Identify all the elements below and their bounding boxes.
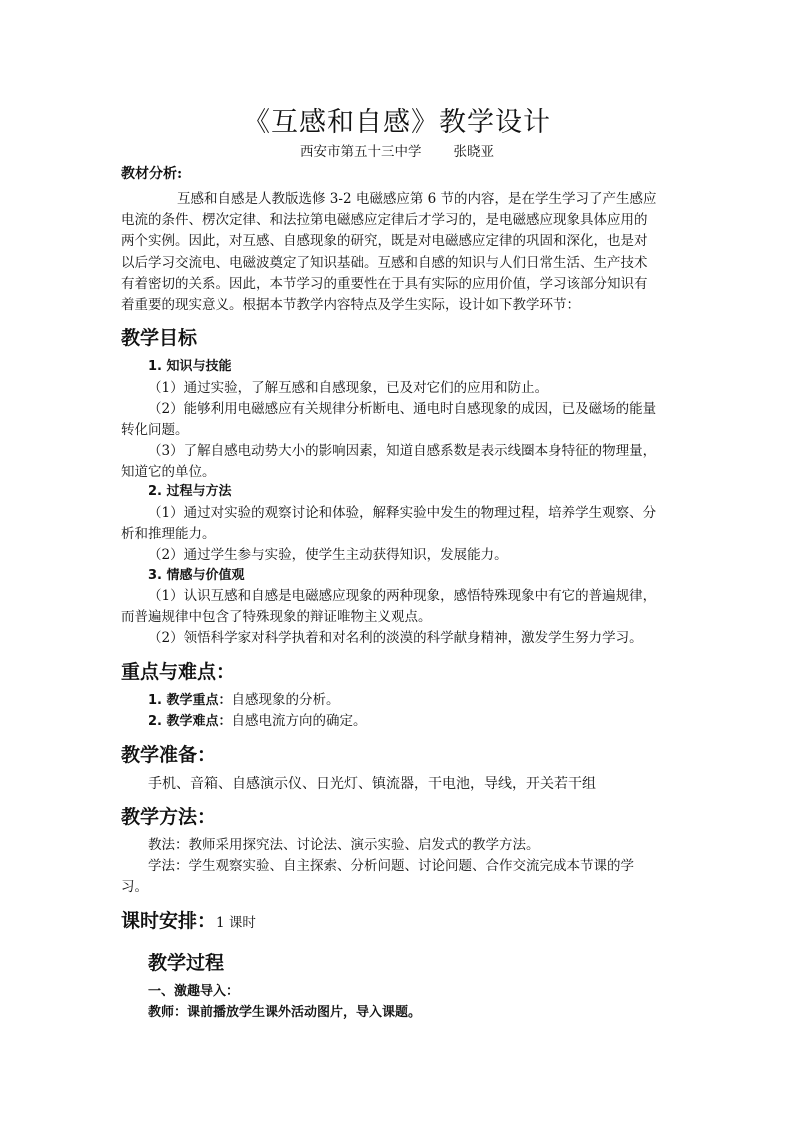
analysis-line: 电流的条件、楞次定律、和法拉第电磁感应定律后才学习的，是电磁感应现象具体应用的: [121, 212, 648, 228]
difficult-point-text: 自感电流方向的确定。: [231, 713, 367, 729]
preparation-text: 手机、音箱、自感演示仪、日光灯、镇流器，干电池，导线，开关若干组: [148, 776, 596, 792]
difficult-point-line: [148, 711, 367, 732]
goals-subheading-process: 2. 过程与方法: [148, 484, 232, 499]
author-school: 西安市第五十三中学: [300, 144, 422, 160]
goal-line: 知道它的单位。: [121, 464, 216, 480]
goal-line: 转化问题。: [121, 422, 189, 438]
goal-line: （1）通过对实验的观察讨论和体验，解释实验中发生的物理过程，培养学生观察、分: [148, 505, 657, 521]
analysis-heading: 教材分析:: [121, 166, 183, 182]
goals-subheading-values: 3. 情感与价值观: [148, 568, 245, 583]
document-title: 《互感和自感》教学设计: [243, 107, 551, 138]
key-points-heading: 重点与难点：: [121, 661, 236, 683]
goal-line: （2）领悟科学家对科学执着和对名利的淡漠的科学献身精神，激发学生努力学习。: [148, 630, 643, 646]
goal-line: （2）通过学生参与实验，使学生主动获得知识，发展能力。: [148, 547, 508, 563]
goal-line: 析和推理能力。: [121, 526, 216, 542]
key-point-text: 自感现象的分析。: [231, 692, 340, 708]
goal-line: 而普遍规律中包含了特殊现象的辩证唯物主义观点。: [121, 609, 432, 625]
analysis-line: 着重要的现实意义。根据本节教学内容特点及学生实际，设计如下教学环节：: [121, 297, 580, 313]
analysis-line: 以后学习交流电、电磁波奠定了知识基础。互感和自感的知识与人们日常生活、生产技术: [121, 255, 648, 271]
schedule-value: 1 课时: [216, 915, 256, 931]
goals-heading: 教学目标: [121, 327, 198, 349]
author-name: 张晓亚: [453, 144, 494, 160]
method-line: 教法：教师采用探究法、讨论法、演示实验、启发式的教学方法。: [148, 837, 540, 853]
difficult-point-label: 2. 教学难点：: [148, 714, 232, 729]
process-teacher-line: 教师：课前播放学生课外活动图片，导入课题。: [148, 1005, 422, 1020]
analysis-line: 有着密切的关系。因此，本节学习的重要性在于具有实际的应用价值，学习该部分知识有: [121, 276, 648, 292]
goals-subheading-knowledge: 1. 知识与技能: [148, 359, 232, 374]
goal-line: （1）认识互感和自感是电磁感应现象的两种现象，感悟特殊现象中有它的普遍规律，: [148, 588, 657, 604]
schedule-line: [121, 906, 256, 933]
goal-line: （3）了解自感电动势大小的影响因素，知道自感系数是表示线圈本身特征的物理量，: [148, 443, 657, 459]
author-line: [0, 140, 794, 160]
preparation-heading: 教学准备：: [121, 744, 217, 766]
analysis-line: 互感和自感是人教版选修 3-2 电磁感应第 6 节的内容，是在学生学习了产生感应: [177, 191, 657, 207]
method-heading: 教学方法：: [121, 806, 217, 828]
key-point-label: 1. 教学重点：: [148, 693, 232, 708]
method-line: 习。: [121, 879, 148, 895]
key-point-line: [148, 690, 340, 711]
schedule-heading: 课时安排：: [121, 910, 217, 932]
method-line: 学法：学生观察实验、自主探索、分析问题、讨论问题、合作交流完成本节课的学: [148, 858, 634, 874]
goal-line: （2）能够利用电磁感应有关规律分析断电、通电时自感现象的成因，已及磁场的能量: [148, 401, 657, 417]
process-subheading: 一、激趣导入：: [148, 984, 240, 999]
analysis-line: 两个实例。因此，对互感、自感现象的研究，既是对电磁感应定律的巩固和深化，也是对: [121, 233, 648, 249]
process-heading: 教学过程: [148, 952, 225, 974]
goal-line: （1）通过实验，了解互感和自感现象，已及对它们的应用和防止。: [148, 380, 549, 396]
